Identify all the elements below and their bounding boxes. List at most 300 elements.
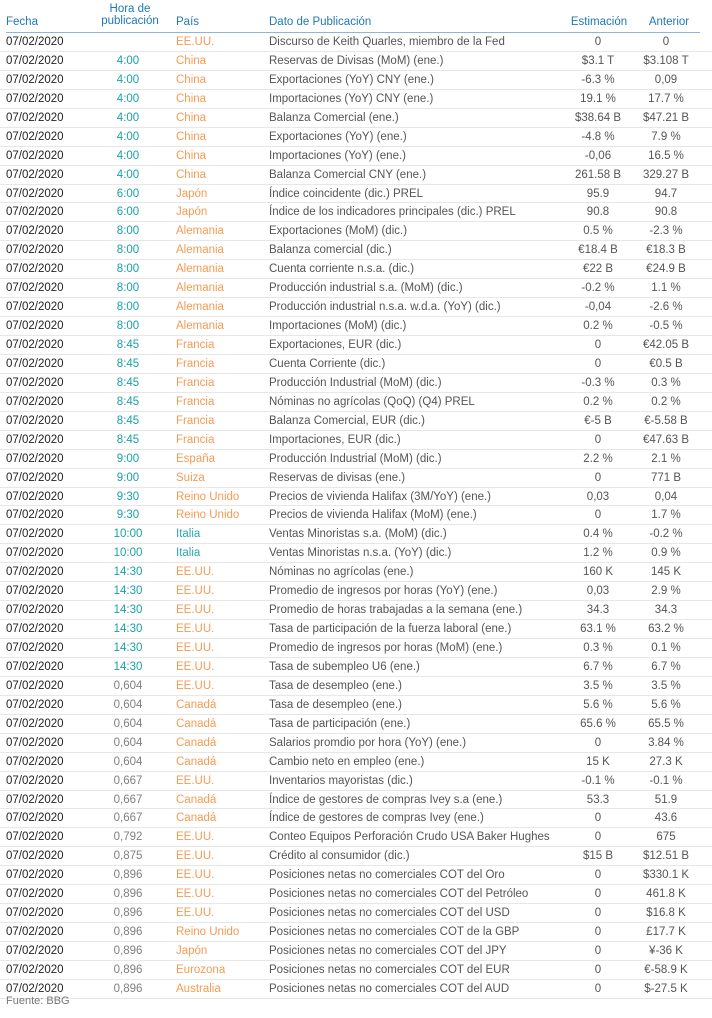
cell-estimate: 0 (594, 945, 602, 957)
cell-previous: €0.5 B (649, 357, 683, 370)
cell-date: 07/02/2020 (6, 717, 64, 730)
cell-estimate: -0.3 % (581, 376, 615, 389)
cell-time: 4:00 (116, 111, 140, 124)
table-row (0, 563, 712, 582)
table-row (0, 525, 712, 544)
cell-date: 07/02/2020 (6, 320, 64, 333)
cell-description: Reservas de divisas (ene.) (269, 471, 406, 484)
header-description: Dato de Publicación (269, 16, 372, 28)
table-row (0, 90, 712, 109)
cell-estimate: 65.6 % (580, 717, 616, 730)
cell-previous: 16.5 % (648, 149, 684, 162)
cell-date: 07/02/2020 (6, 585, 64, 598)
cell-previous: ¥-36 K (649, 945, 683, 957)
cell-estimate: 2.2 % (583, 452, 613, 465)
cell-time: 8:00 (116, 263, 140, 276)
cell-date: 07/02/2020 (6, 339, 64, 351)
cell-estimate: 0 (594, 433, 602, 446)
cell-time: 14:30 (113, 604, 143, 617)
cell-date: 07/02/2020 (6, 452, 64, 465)
cell-country: EE.UU. (176, 642, 215, 654)
cell-description: Balanza Comercial CNY (ene.) (269, 168, 427, 181)
cell-date: 07/02/2020 (6, 92, 64, 105)
cell-country: Italia (176, 547, 201, 560)
cell-estimate: -0,06 (584, 149, 612, 162)
cell-estimate: 95.9 (586, 187, 610, 200)
cell-estimate: 5.6 % (583, 698, 613, 711)
cell-date: 07/02/2020 (6, 907, 64, 920)
table-row (0, 166, 712, 185)
cell-country: EE.UU. (176, 831, 215, 844)
cell-estimate: 0.4 % (583, 528, 613, 541)
cell-date: 07/02/2020 (6, 73, 64, 86)
cell-country: Eurozona (176, 963, 226, 976)
cell-time: 4:00 (116, 168, 140, 181)
cell-previous: €-58.9 K (644, 963, 688, 976)
cell-previous: 461.8 K (646, 888, 686, 901)
cell-previous: €42.05 B (642, 339, 690, 351)
cell-previous: €24.9 B (646, 263, 686, 276)
cell-country: Canadá (176, 698, 217, 711)
cell-estimate: €-5 B (584, 414, 612, 427)
cell-time: 8:00 (116, 320, 140, 333)
cell-description: Exportaciones, EUR (dic.) (269, 339, 402, 351)
cell-country: China (176, 54, 207, 67)
table-row (0, 620, 712, 639)
cell-estimate: 0 (594, 36, 602, 48)
cell-date: 07/02/2020 (6, 414, 64, 427)
cell-country: EE.UU. (176, 623, 215, 636)
cell-estimate: 0 (594, 357, 602, 370)
cell-estimate: -0,04 (584, 301, 612, 314)
cell-country: Canadá (176, 812, 217, 825)
cell-country: China (176, 111, 207, 124)
cell-country: Alemania (176, 320, 224, 333)
table-row (0, 279, 712, 298)
cell-country: Francia (176, 395, 215, 408)
cell-previous: 145 K (650, 566, 682, 579)
cell-estimate: €18.4 B (578, 244, 618, 257)
data-table-body (0, 33, 712, 999)
cell-time: 8:45 (116, 357, 140, 370)
table-row (0, 677, 712, 696)
cell-previous: $3.108 T (643, 54, 689, 67)
table-row (0, 33, 712, 52)
cell-time: 9:30 (116, 490, 140, 503)
cell-description: Importaciones, EUR (dic.) (269, 433, 401, 446)
table-row (0, 885, 712, 904)
cell-description: Producción Industrial (MoM) (dic.) (269, 452, 442, 465)
cell-estimate: 6.7 % (583, 660, 613, 673)
cell-previous: -0.1 % (649, 774, 683, 787)
cell-description: Posiciones netas no comerciales COT del USD (269, 907, 510, 920)
cell-description: Tasa de desempleo (ene.) (269, 679, 402, 692)
cell-estimate: 0,03 (586, 490, 610, 503)
cell-country: EE.UU. (176, 566, 215, 579)
cell-estimate: 0 (594, 888, 602, 901)
cell-time: 14:30 (113, 642, 143, 654)
cell-country: Alemania (176, 263, 224, 276)
table-row (0, 71, 712, 90)
cell-description: Índice coincidente (dic.) PREL (269, 187, 424, 200)
cell-time: 6:00 (116, 187, 140, 200)
cell-time: 0,896 (113, 888, 143, 901)
table-row (0, 582, 712, 601)
cell-country: Reino Unido (176, 490, 240, 503)
cell-date: 07/02/2020 (6, 206, 64, 219)
cell-time: 0,896 (113, 907, 143, 920)
table-row (0, 128, 712, 147)
cell-date: 07/02/2020 (6, 850, 64, 863)
cell-estimate: -6.3 % (581, 73, 615, 86)
cell-description: Balanza Comercial, EUR (dic.) (269, 414, 425, 427)
cell-description: Posiciones netas no comerciales COT del AUD (269, 982, 510, 995)
cell-previous: -0.2 % (649, 528, 683, 541)
cell-previous: 0.1 % (651, 642, 681, 654)
header-country: País (176, 16, 200, 28)
cell-previous: -2.6 % (649, 301, 683, 314)
cell-country: Australia (176, 982, 221, 995)
cell-country: Japón (176, 206, 208, 219)
cell-estimate: -4.8 % (581, 130, 615, 143)
cell-description: Posiciones netas no comerciales COT de la GBP (269, 926, 520, 939)
cell-time: 8:45 (116, 376, 140, 389)
cell-previous: 65.5 % (648, 717, 684, 730)
cell-estimate: 0 (594, 471, 602, 484)
cell-time: 8:45 (116, 395, 140, 408)
cell-date: 07/02/2020 (6, 604, 64, 617)
cell-description: Índice de los indicadores principales (dic.) PREL (269, 206, 516, 219)
cell-previous: 27.3 K (649, 755, 683, 768)
cell-previous: 1.7 % (651, 509, 681, 522)
cell-time: 0,667 (113, 793, 143, 806)
table-row (0, 52, 712, 71)
cell-description: Discurso de Keith Quarles, miembro de la Fed (269, 36, 505, 48)
table-row (0, 393, 712, 412)
cell-estimate: 34.3 (586, 604, 610, 617)
cell-date: 07/02/2020 (6, 736, 64, 749)
cell-date: 07/02/2020 (6, 376, 64, 389)
cell-previous: 34.3 (654, 604, 678, 617)
table-row (0, 185, 712, 204)
cell-country: Canadá (176, 736, 217, 749)
cell-estimate: 3.5 % (583, 679, 613, 692)
table-row (0, 942, 712, 961)
header-time: Hora de publicación (101, 3, 159, 27)
cell-date: 07/02/2020 (6, 187, 64, 200)
cell-estimate: 0 (594, 982, 602, 995)
cell-time: 14:30 (113, 660, 143, 673)
cell-date: 07/02/2020 (6, 471, 64, 484)
cell-time: 9:00 (116, 471, 140, 484)
header-date: Fecha (6, 16, 38, 28)
cell-date: 07/02/2020 (6, 926, 64, 939)
table-row (0, 866, 712, 885)
cell-date: 07/02/2020 (6, 301, 64, 314)
cell-description: Posiciones netas no comerciales COT del Oro (269, 869, 505, 882)
cell-estimate: 0 (594, 736, 602, 749)
cell-estimate: 0.2 % (583, 395, 613, 408)
cell-description: Promedio de ingresos por horas (MoM) (ene.) (269, 642, 503, 654)
header-estimate: Estimación (570, 16, 628, 28)
cell-date: 07/02/2020 (6, 660, 64, 673)
table-row (0, 847, 712, 866)
cell-previous: 0 (662, 36, 670, 48)
cell-time: 0,604 (113, 698, 143, 711)
cell-date: 07/02/2020 (6, 679, 64, 692)
cell-country: Canadá (176, 793, 217, 806)
cell-time: 0,875 (113, 850, 143, 863)
cell-country: EE.UU. (176, 850, 215, 863)
cell-time: 0,896 (113, 926, 143, 939)
cell-date: 07/02/2020 (6, 698, 64, 711)
cell-country: Italia (176, 528, 201, 541)
cell-time: 9:30 (116, 509, 140, 522)
table-row (0, 544, 712, 563)
cell-country: EE.UU. (176, 888, 215, 901)
cell-previous: 3.5 % (651, 679, 681, 692)
cell-previous: $-27.5 K (644, 982, 688, 995)
cell-date: 07/02/2020 (6, 149, 64, 162)
cell-previous: 329.27 B (642, 168, 690, 181)
cell-time: 0,667 (113, 774, 143, 787)
cell-country: Alemania (176, 282, 224, 295)
cell-country: Canadá (176, 717, 217, 730)
cell-time: 10:00 (113, 547, 143, 560)
cell-time: 4:00 (116, 92, 140, 105)
table-row (0, 658, 712, 677)
cell-country: Japón (176, 187, 208, 200)
cell-estimate: 53.3 (586, 793, 610, 806)
table-row (0, 374, 712, 393)
cell-country: EE.UU. (176, 585, 215, 598)
cell-description: Precios de vivienda Halifax (MoM) (ene.) (269, 509, 477, 522)
cell-date: 07/02/2020 (6, 509, 64, 522)
cell-time: 0,604 (113, 679, 143, 692)
cell-description: Ventas Minoristas s.a. (MoM) (dic.) (269, 528, 447, 541)
cell-time: 8:00 (116, 301, 140, 314)
cell-time: 8:00 (116, 225, 140, 238)
cell-date: 07/02/2020 (6, 244, 64, 257)
cell-previous: 94.7 (654, 187, 678, 200)
cell-description: Posiciones netas no comerciales COT del JPY (269, 945, 507, 957)
cell-description: Salarios promdio por hora (YoY) (ene.) (269, 736, 467, 749)
table-row (0, 488, 712, 507)
header-previous: Anterior (648, 16, 690, 28)
cell-estimate: 15 K (586, 755, 610, 768)
cell-description: Promedio de ingresos por horas (YoY) (ene.) (269, 585, 498, 598)
cell-country: Japón (176, 945, 208, 957)
cell-estimate: €22 B (582, 263, 614, 276)
source-note: Fuente: BBG (6, 995, 70, 1007)
cell-country: Francia (176, 414, 215, 427)
cell-estimate: $3.1 T (581, 54, 615, 67)
cell-description: Tasa de desempleo (ene.) (269, 698, 402, 711)
cell-previous: -2.3 % (649, 225, 683, 238)
table-row (0, 203, 712, 222)
cell-estimate: 0 (594, 869, 602, 882)
table-row (0, 961, 712, 980)
table-row (0, 601, 712, 620)
cell-previous: 0.3 % (651, 376, 681, 389)
cell-country: EE.UU. (176, 660, 215, 673)
cell-previous: 7.9 % (651, 130, 681, 143)
cell-date: 07/02/2020 (6, 528, 64, 541)
cell-previous: $12.51 B (642, 850, 690, 863)
cell-date: 07/02/2020 (6, 433, 64, 446)
cell-previous: $330.1 K (642, 869, 690, 882)
cell-date: 07/02/2020 (6, 263, 64, 276)
cell-date: 07/02/2020 (6, 963, 64, 976)
cell-estimate: 63.1 % (580, 623, 616, 636)
cell-description: Crédito al consumidor (dic.) (269, 850, 410, 863)
cell-date: 07/02/2020 (6, 54, 64, 67)
cell-previous: 6.7 % (651, 660, 681, 673)
cell-date: 07/02/2020 (6, 755, 64, 768)
cell-previous: 2.9 % (651, 585, 681, 598)
cell-date: 07/02/2020 (6, 566, 64, 579)
table-header (0, 0, 712, 32)
cell-previous: $47.21 B (642, 111, 690, 124)
cell-description: Precios de vivienda Halifax (3M/YoY) (ene.) (269, 490, 492, 503)
cell-date: 07/02/2020 (6, 793, 64, 806)
table-row (0, 355, 712, 374)
cell-date: 07/02/2020 (6, 945, 64, 957)
cell-description: Tasa de participación (ene.) (269, 717, 411, 730)
cell-description: Exportaciones (YoY) (ene.) (269, 130, 407, 143)
cell-description: Importaciones (MoM) (dic.) (269, 320, 407, 333)
table-row (0, 809, 712, 828)
cell-description: Conteo Equipos Perforación Crudo USA Baker Hughes (269, 831, 550, 844)
cell-time: 0,604 (113, 717, 143, 730)
cell-country: EE.UU. (176, 907, 215, 920)
cell-date: 07/02/2020 (6, 831, 64, 844)
cell-time: 14:30 (113, 566, 143, 579)
cell-estimate: -0.1 % (581, 774, 615, 787)
cell-time: 0,896 (113, 869, 143, 882)
cell-previous: -0.5 % (649, 320, 683, 333)
cell-previous: 3.84 % (648, 736, 684, 749)
cell-time: 0,896 (113, 963, 143, 976)
cell-description: Importaciones (YoY) CNY (ene.) (269, 92, 434, 105)
cell-previous: €47.63 B (642, 433, 690, 446)
cell-estimate: $15 B (582, 850, 614, 863)
table-row (0, 639, 712, 658)
table-row (0, 828, 712, 847)
cell-previous: 5.6 % (651, 698, 681, 711)
cell-time: 9:00 (116, 452, 140, 465)
cell-country: Francia (176, 433, 215, 446)
cell-country: EE.UU. (176, 679, 215, 692)
table-row (0, 431, 712, 450)
cell-time: 0,667 (113, 812, 143, 825)
cell-time: 8:45 (116, 339, 140, 351)
cell-time: 4:00 (116, 130, 140, 143)
cell-time: 14:30 (113, 623, 143, 636)
cell-date: 07/02/2020 (6, 168, 64, 181)
cell-estimate: 0,03 (586, 585, 610, 598)
cell-estimate: 0 (594, 812, 602, 825)
cell-date: 07/02/2020 (6, 225, 64, 238)
table-row (0, 923, 712, 942)
cell-description: Posiciones netas no comerciales COT del Petróleo (269, 888, 529, 901)
cell-description: Posiciones netas no comerciales COT del EUR (269, 963, 510, 976)
cell-previous: €18.3 B (646, 244, 686, 257)
cell-description: Exportaciones (YoY) CNY (ene.) (269, 73, 434, 86)
cell-description: Nóminas no agrícolas (ene.) (269, 566, 414, 579)
cell-date: 07/02/2020 (6, 869, 64, 882)
cell-time: 6:00 (116, 206, 140, 219)
cell-previous: 771 B (650, 471, 682, 484)
table-row (0, 298, 712, 317)
cell-estimate: 0 (594, 907, 602, 920)
table-row (0, 260, 712, 279)
cell-description: Ventas Minoristas n.s.a. (YoY) (dic.) (269, 547, 452, 560)
cell-time: 0,792 (113, 831, 143, 844)
cell-country: EE.UU. (176, 36, 215, 48)
cell-time: 4:00 (116, 54, 140, 67)
cell-date: 07/02/2020 (6, 812, 64, 825)
cell-time: 8:45 (116, 414, 140, 427)
cell-description: Promedio de horas trabajadas a la semana (ene.) (269, 604, 523, 617)
cell-country: Alemania (176, 301, 224, 314)
cell-country: Reino Unido (176, 509, 240, 522)
cell-country: EE.UU. (176, 869, 215, 882)
cell-previous: 51.9 (654, 793, 678, 806)
cell-description: Tasa de participación de la fuerza laboral (ene.) (269, 623, 512, 636)
cell-previous: 0.9 % (651, 547, 681, 560)
cell-description: Exportaciones (MoM) (dic.) (269, 225, 408, 238)
cell-country: Suiza (176, 471, 205, 484)
cell-time: 14:30 (113, 585, 143, 598)
cell-estimate: $38.64 B (574, 111, 622, 124)
table-row (0, 222, 712, 241)
cell-previous: £17.7 K (646, 926, 686, 939)
cell-previous: $16.8 K (646, 907, 686, 920)
cell-estimate: 0 (594, 509, 602, 522)
table-row (0, 412, 712, 431)
cell-country: Francia (176, 339, 215, 351)
cell-previous: 0,04 (654, 490, 678, 503)
cell-description: Producción Industrial (MoM) (dic.) (269, 376, 442, 389)
cell-description: Balanza comercial (dic.) (269, 244, 392, 257)
cell-description: Cuenta Corriente (dic.) (269, 357, 386, 370)
cell-previous: €-5.58 B (644, 414, 688, 427)
cell-time: 8:00 (116, 244, 140, 257)
cell-time: 0,896 (113, 945, 143, 957)
table-row (0, 904, 712, 923)
table-row (0, 336, 712, 355)
table-row (0, 317, 712, 336)
cell-country: China (176, 149, 207, 162)
cell-estimate: 90.8 (586, 206, 610, 219)
table-row (0, 506, 712, 525)
cell-country: China (176, 130, 207, 143)
cell-date: 07/02/2020 (6, 490, 64, 503)
table-row (0, 696, 712, 715)
cell-estimate: 0 (594, 339, 602, 351)
cell-estimate: -0.2 % (581, 282, 615, 295)
cell-time: 0,896 (113, 982, 143, 995)
cell-time: 0,604 (113, 736, 143, 749)
table-row (0, 715, 712, 734)
cell-date: 07/02/2020 (6, 774, 64, 787)
cell-date: 07/02/2020 (6, 36, 64, 48)
cell-date: 07/02/2020 (6, 111, 64, 124)
table-row (0, 791, 712, 810)
cell-date: 07/02/2020 (6, 547, 64, 560)
cell-country: Reino Unido (176, 926, 240, 939)
